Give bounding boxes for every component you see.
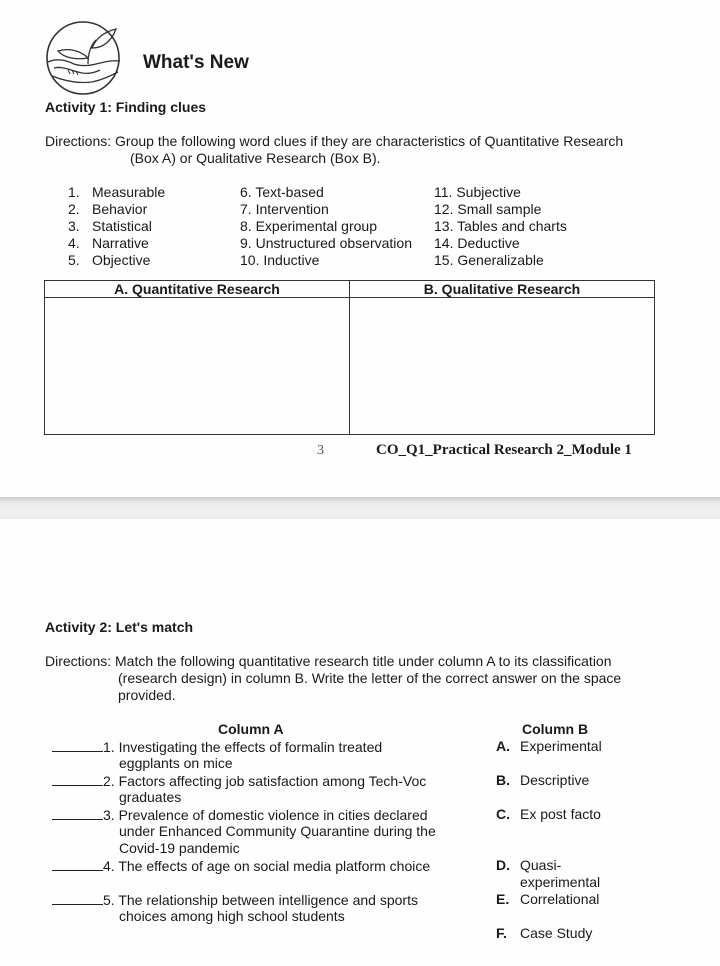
column-a-item-2: 2. Factors affecting job satisfaction among Tech-Voc (52, 772, 426, 790)
clue-column-2 (240, 184, 412, 269)
document-page-2 (0, 519, 720, 966)
clue-item: 7. Intervention (240, 201, 329, 217)
clue-item: 11. Subjective (434, 184, 521, 200)
clue-item: 14. Deductive (434, 235, 520, 251)
clue-item: 4. Narrative (68, 235, 149, 251)
clue-item: 2. Behavior (68, 201, 148, 217)
clue-item: 9. Unstructured observation (240, 235, 412, 251)
classification-table (44, 280, 655, 435)
column-a-item-3-cont: under Enhanced Community Quarantine during the (119, 823, 436, 839)
clue-item: 12. Small sample (434, 201, 542, 217)
clue-item: 13. Tables and charts (434, 218, 567, 234)
column-a-item-2-cont: graduates (119, 789, 182, 805)
column-a-item-5-cont: choices among high school students (119, 908, 345, 924)
column-b-option-b: B. Descriptive (496, 772, 590, 788)
section-title: What's New (143, 52, 249, 73)
page-break-divider (0, 497, 720, 519)
box-b-answer-area[interactable] (350, 298, 655, 435)
box-a-answer-area[interactable] (45, 298, 350, 435)
answer-blank-5[interactable] (52, 891, 103, 905)
answer-blank-2[interactable] (52, 772, 103, 786)
page-number: 3 (317, 443, 324, 458)
clue-item: 10. Inductive (240, 252, 320, 268)
column-a-item-3-cont: Covid-19 pandemic (119, 840, 240, 856)
clue-column-1 (68, 184, 165, 269)
column-a-item-4: 4. The effects of age on social media platform choice (52, 857, 430, 875)
activity-2-title: Activity 2: Let's match (45, 619, 194, 635)
activity-2-directions-line-3: provided. (118, 687, 176, 703)
answer-blank-3[interactable] (52, 806, 103, 820)
activity-1-directions-line-2: (Box A) or Qualitative Research (Box B). (130, 150, 381, 166)
column-a-item-5: 5. The relationship between intelligence and sports (52, 891, 418, 909)
activity-2-directions-line-2: (research design) in column B. Write the letter of the correct answer on the space (118, 670, 622, 686)
clue-item: 1. Measurable (68, 184, 166, 200)
column-a-header: Column A (218, 721, 284, 737)
hand-holding-seedling-icon (44, 20, 124, 96)
column-a-item-1-cont: eggplants on mice (119, 755, 233, 771)
clue-item: 6. Text-based (240, 184, 324, 200)
column-a-item-1: 1. Investigating the effects of formalin treated (52, 738, 382, 756)
clue-item: 15. Generalizable (434, 252, 544, 268)
box-b-header: B. Qualitative Research (350, 281, 655, 298)
clue-item: 3. Statistical (68, 218, 152, 234)
column-b-option-a: A. Experimental (496, 738, 602, 754)
activity-1-directions-line-1: Directions: Group the following word clues if they are characteristics of Quantitative Research (45, 133, 624, 149)
clue-item: 8. Experimental group (240, 218, 377, 234)
activity-1-title: Activity 1: Finding clues (45, 99, 207, 115)
answer-blank-1[interactable] (52, 738, 103, 752)
clue-column-3 (434, 184, 567, 269)
activity-2-directions-line-1: Directions: Match the following quantitative research title under column A to its classification (45, 653, 612, 669)
module-code: CO_Q1_Practical Research 2_Module 1 (376, 442, 632, 458)
column-a-item-3: 3. Prevalence of domestic violence in cities declared (52, 806, 428, 824)
column-b-header: Column B (522, 721, 589, 737)
answer-blank-4[interactable] (52, 857, 103, 871)
column-b-option-f: F. Case Study (496, 925, 593, 941)
clue-item: 5. Objective (68, 252, 151, 268)
box-a-header: A. Quantitative Research (45, 281, 350, 298)
column-b-option-d: D. Quasi- (496, 857, 562, 873)
column-b-option-e: E. Correlational (496, 891, 600, 907)
column-b-option-c: C. Ex post facto (496, 806, 601, 822)
column-b-option-d-cont: experimental (520, 874, 601, 890)
